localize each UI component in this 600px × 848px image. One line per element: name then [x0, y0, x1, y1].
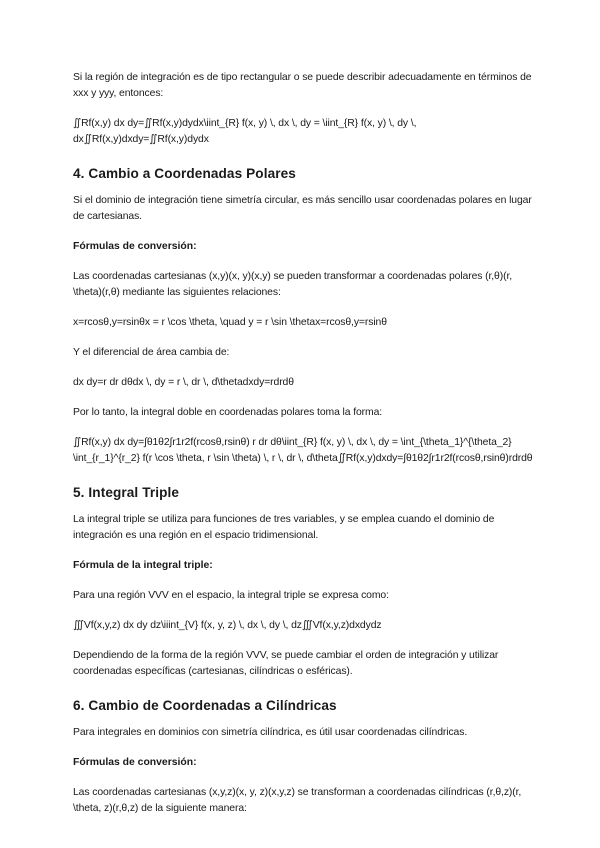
formula-fubini: ∬Rf(x,y) dx dy=∬Rf(x,y)dydx\iint_{R} f(x, y) \, dx \, dy = \iint_{R} f(x, y) \, dy \, dx∬Rf(x,y)dxdy=∬Rf(x,y)dydx [73, 118, 417, 145]
paragraph-circular-symmetry: Si el dominio de integración tiene simetría circular, es más sencillo usar coordenadas polares en lugar de cartesianas. [73, 195, 532, 222]
paragraph-integration-order: Dependiendo de la forma de la región VVV, se puede cambiar el orden de integración y utilizar coordenadas específicas (cartesianas, cilíndricas o esféricas). [73, 650, 499, 677]
paragraph-triple-integral-region: Para una región VVV en el espacio, la integral triple se expresa como: [73, 590, 389, 601]
document-content [73, 70, 533, 817]
paragraph-area-differential: Y el diferencial de área cambia de: [73, 347, 230, 358]
subheading-conversion-formulas-cylindrical: Fórmulas de conversión: [73, 757, 197, 768]
paragraph-cylindrical-symmetry: Para integrales en dominios con simetría cilíndrica, es útil usar coordenadas cilíndricas. [73, 727, 468, 738]
paragraph-polar-integral-intro: Por lo tanto, la integral doble en coordenadas polares toma la forma: [73, 407, 383, 418]
formula-area-differential: dx dy=r dr dθdx \, dy = r \, dr \, d\thetadxdy=rdrdθ [73, 377, 294, 388]
formula-triple-integral: ∭Vf(x,y,z) dx dy dz\iiint_{V} f(x, y, z) \, dx \, dy \, dz∭Vf(x,y,z)dxdydz [73, 620, 382, 631]
formula-polar-double-integral: ∬Rf(x,y) dx dy=∫θ1θ2∫r1r2f(rcosθ,rsinθ) r dr dθ\iint_{R} f(x, y) \, dx \, dy = \int_{\theta_1}^{\theta_2} \int_{r_1}^{r_2} f(r \cos \theta, r \sin \theta) \, r \, dr \, d\theta∬Rf(x,y)dxdy=∫θ1θ2∫r1r2f(rcosθ,rsinθ)rdrdθ [73, 437, 533, 464]
subheading-triple-integral-formula: Fórmula de la integral triple: [73, 560, 213, 571]
heading-triple-integral: 5. Integral Triple [73, 485, 180, 500]
paragraph-rectangular-region: Si la región de integración es de tipo rectangular o se puede describir adecuadamente en términos de xxx y yyy, entonces: [73, 72, 532, 99]
paragraph-cartesian-to-polar: Las coordenadas cartesianas (x,y)(x, y)(x,y) se pueden transformar a coordenadas polares (r,θ)(r, \theta)(r,θ) mediante las siguientes relaciones: [73, 271, 513, 298]
heading-polar-coordinates: 4. Cambio a Coordenadas Polares [73, 166, 296, 181]
formula-polar-relations: x=rcosθ,y=rsinθx = r \cos \theta, \quad y = r \sin \thetax=rcosθ,y=rsinθ [73, 317, 387, 328]
heading-cylindrical-coordinates: 6. Cambio de Coordenadas a Cilíndricas [73, 698, 337, 713]
subheading-conversion-formulas-polar: Fórmulas de conversión: [73, 241, 197, 252]
paragraph-triple-integral-use: La integral triple se utiliza para funciones de tres variables, y se emplea cuando el dominio de integración es una región en el espacio tridimensional. [73, 514, 495, 541]
paragraph-cartesian-to-cylindrical: Las coordenadas cartesianas (x,y,z)(x, y, z)(x,y,z) se transforman a coordenadas cilíndricas (r,θ,z)(r, \theta, z)(r,θ,z) de la siguiente manera: [73, 787, 522, 814]
